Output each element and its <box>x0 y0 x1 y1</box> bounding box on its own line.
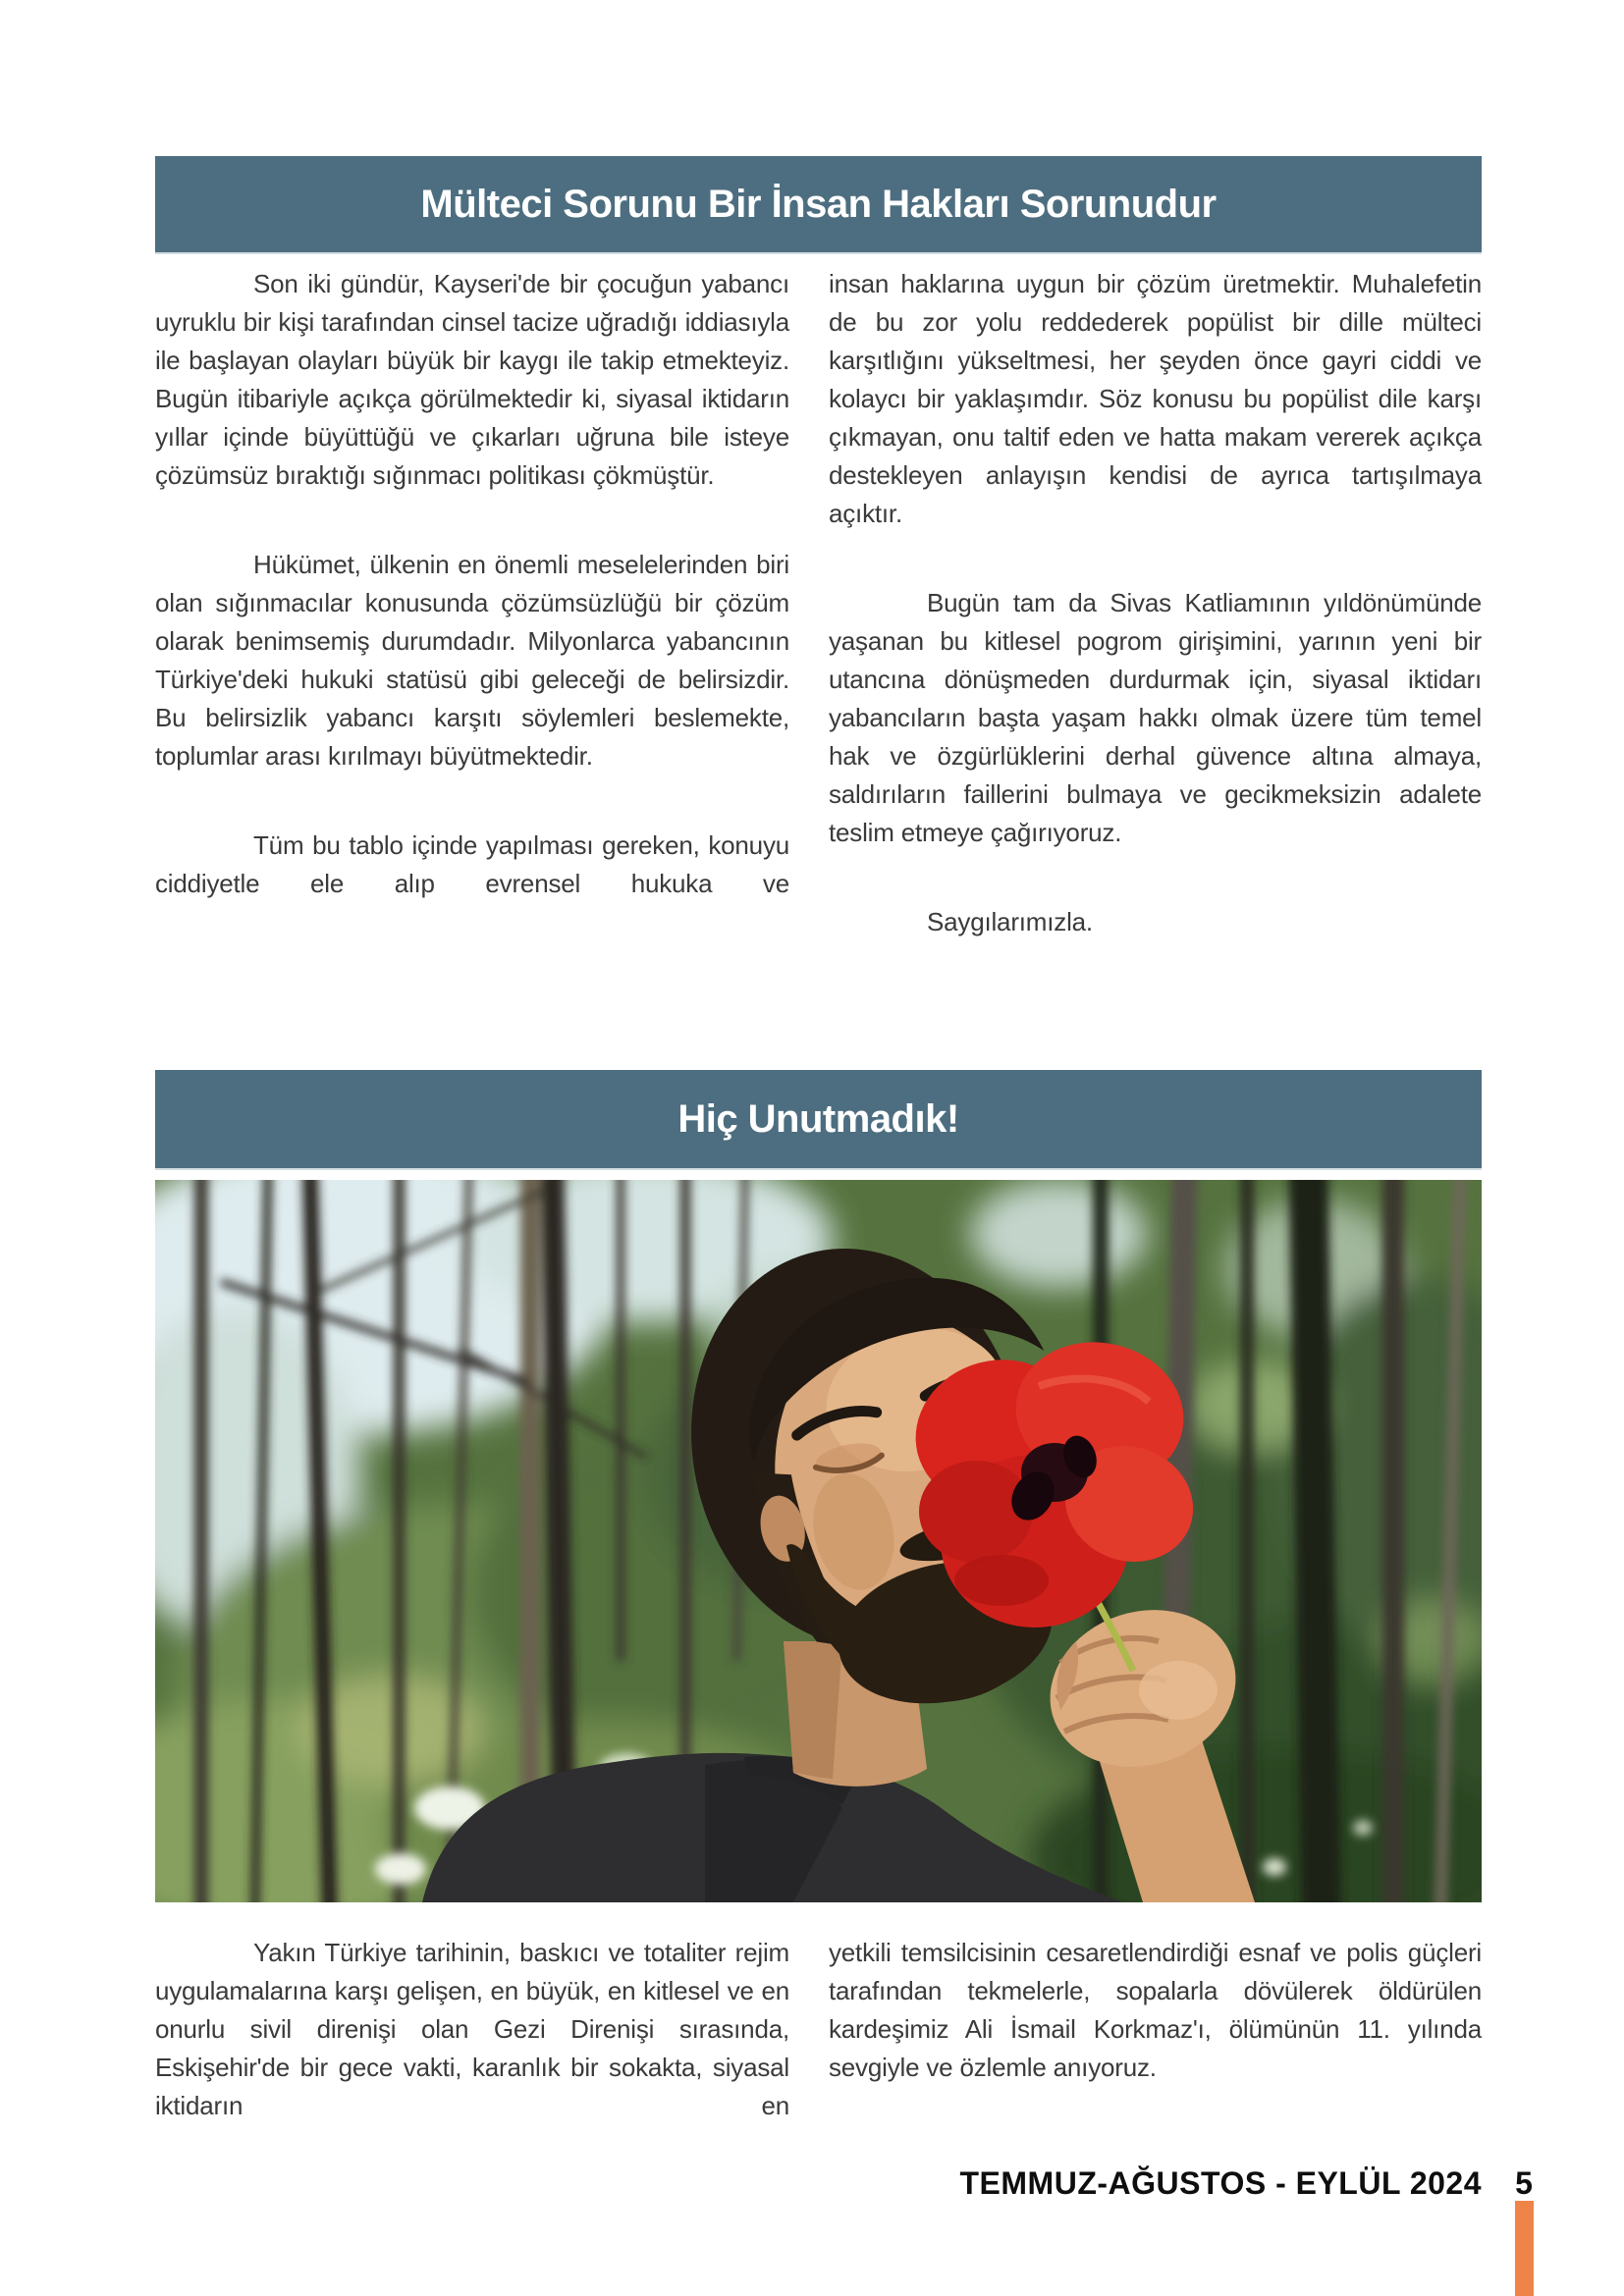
paragraph: Hükümet, ülkenin en önemli meselelerinden biri olan sığınmacılar konusunda çözümsüzlüğü bir çözüm olarak benimsemiş durumdadır. Milyonlarca yabancının Türkiye'deki hukuki statüsü gibi geleceği de belirsizdir. Bu belirsizlik yabancı karşıtı söylemleri beslemekte, toplumlar arası kırılmayı büyütmektedir. <box>155 550 789 771</box>
paragraph: Son iki gündür, Kayseri'de bir çocuğun yabancı uyruklu bir kişi tarafından cinsel tacize uğradığı iddiasıyla ile başlayan olayları büyük bir kaygı ile takip etmekteyiz. Bugün itibariyle açıkça görülmektedir ki, siyasal iktidarın yıllar içinde büyüttüğü ve çıkarları uğruna bile isteye çözümsüz bıraktığı sığınmacı politikası çökmüştür. <box>155 269 789 490</box>
paragraph: Tüm bu tablo içinde yapılması gereken, konuyu ciddiyetle ele alıp evrensel hukuka ve <box>155 830 789 898</box>
paragraph: insan haklarına uygun bir çözüm üretmektir. Muhalefetin de bu zor yolu reddederek popülist bir dille mülteci karşıtlığını yükseltmesi, her şeyden önce gayri ciddi ve kolaycı bir yaklaşımdır. Söz konusu bu popülist dile karşı çıkmayan, onu taltif eden ve hatta makam vererek açıkça destekleyen anlayışın kendisi de ayrıca tartışılmaya açıktır. <box>829 269 1482 528</box>
article-memorial-right-column <box>829 1934 1482 2164</box>
footer-page-number: 5 <box>1515 2165 1533 2201</box>
article-memorial-title: Hiç Unutmadık! <box>677 1096 959 1141</box>
paragraph: Yakın Türkiye tarihinin, baskıcı ve totaliter rejim uygulamalarına karşı gelişen, en büyük, en kitlesel ve en onurlu sivil direnişi olan Gezi Direnişi sırasında, Eskişehir'de bir gece vakti, karanlık bir sokakta, siyasal iktidarın en <box>155 1938 789 2120</box>
article-refugees-banner <box>155 156 1482 252</box>
article-refugees-left-column <box>155 265 789 1050</box>
neck-shadow <box>784 1641 842 1779</box>
article-memorial-left-column <box>155 1934 789 2164</box>
memorial-photo <box>155 1180 1482 1902</box>
article-memorial-body <box>155 1934 1482 2164</box>
article-refugees-right-column <box>829 265 1482 1050</box>
paragraph: Bugün tam da Sivas Katliamının yıldönümünde yaşanan bu kitlesel pogrom girişimini, yarının yeni bir utancına dönüşmeden durdurmak için, siyasal iktidarı yabancıların başta yaşam hakkı olmak üzere tüm temel hak ve özgürlüklerini derhal güvence altına almaya, saldırıların faillerini bulmaya ve gecikmeksizin adalete teslim etmeye çağırıyoruz. <box>829 588 1482 847</box>
article-memorial-banner <box>155 1070 1482 1168</box>
article-refugees-body <box>155 265 1482 1050</box>
page-accent-bar <box>1515 2201 1534 2296</box>
closing-salutation: Saygılarımızla. <box>927 907 1093 936</box>
footer-issue: TEMMUZ-AĞUSTOS - EYLÜL 2024 <box>959 2165 1482 2201</box>
paragraph: yetkili temsilcisinin cesaretlendirdiği esnaf ve polis güçleri tarafından tekmelerle, sopalarla dövülerek öldürülen kardeşimiz Ali İsmail Korkmaz'ı, ölümünün 11. yılında sevgiyle ve özlemle anıyoruz. <box>829 1938 1482 2082</box>
article-refugees-title: Mülteci Sorunu Bir İnsan Hakları Sorunudur <box>420 182 1217 226</box>
hand-highlight <box>1139 1661 1218 1720</box>
